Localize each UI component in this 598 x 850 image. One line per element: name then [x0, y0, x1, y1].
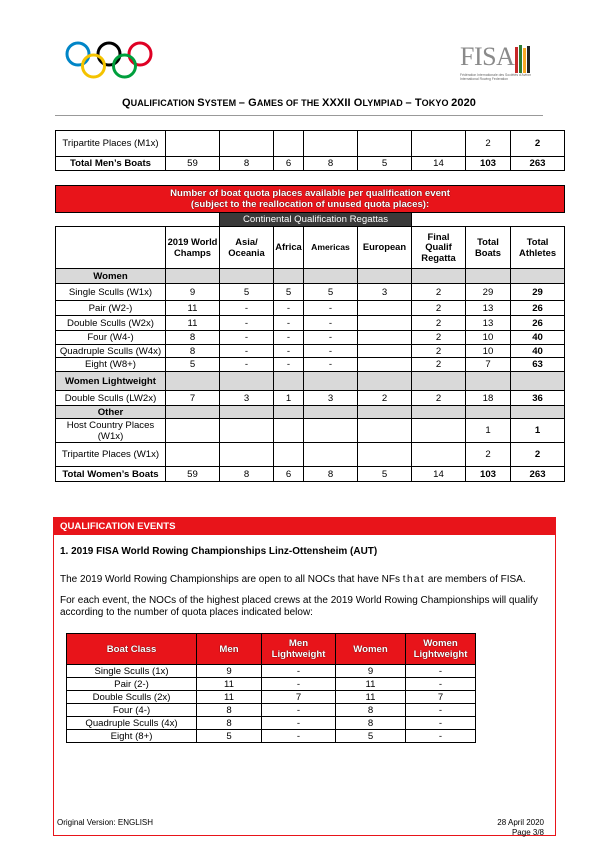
table-cell: 3	[304, 391, 358, 406]
table-cell: 6	[274, 157, 304, 171]
fisa-logo	[460, 42, 538, 88]
section-row-other	[56, 406, 565, 419]
table-cell: 7	[166, 391, 220, 406]
table-cell: Four (4-)	[67, 704, 197, 717]
table-cell: Pair (2-)	[67, 678, 197, 691]
table-cell: 9	[166, 284, 220, 301]
table-cell: 29	[511, 284, 565, 301]
table-cell: 3	[358, 284, 412, 301]
table-cell	[274, 419, 304, 443]
table-cell	[274, 131, 304, 157]
table-cell	[304, 419, 358, 443]
column-header-row	[56, 227, 565, 269]
table-row	[56, 301, 565, 316]
table-cell	[358, 131, 412, 157]
table-row-total	[56, 157, 565, 171]
table-cell	[304, 131, 358, 157]
table-cell: 11	[166, 316, 220, 331]
row-label: Double Sculls (W2x)	[56, 316, 166, 331]
men-quota-table-tail	[55, 130, 565, 171]
table-cell: 11	[336, 691, 406, 704]
row-label: Double Sculls (LW2x)	[56, 391, 166, 406]
table-cell: -	[262, 704, 336, 717]
table-cell: 2	[511, 443, 565, 467]
table-row	[56, 131, 565, 157]
table-header-row	[67, 634, 476, 665]
table-cell: 18	[466, 391, 511, 406]
table-row	[56, 443, 565, 467]
row-label: Total Women’s Boats	[56, 467, 166, 482]
table-row-total	[56, 467, 565, 482]
table-cell: 10	[466, 331, 511, 345]
table-cell: 8	[336, 704, 406, 717]
table-cell: 5	[274, 284, 304, 301]
table-cell: -	[274, 345, 304, 358]
col-header: Africa	[274, 227, 304, 269]
table-cell: 5	[220, 284, 274, 301]
row-label: Four (W4-)	[56, 331, 166, 345]
table-cell: 6	[274, 467, 304, 482]
table-cell: 8	[304, 157, 358, 171]
col-header: Final Qualif Regatta	[412, 227, 466, 269]
fisa-flag-bars-icon	[515, 45, 533, 73]
table-cell: Double Sculls (2x)	[67, 691, 197, 704]
table-cell: 14	[412, 157, 466, 171]
table-cell: 29	[466, 284, 511, 301]
table-cell	[166, 419, 220, 443]
row-label: Eight (W8+)	[56, 358, 166, 372]
table-row	[56, 316, 565, 331]
table-cell: 10	[466, 345, 511, 358]
table-cell: 11	[166, 301, 220, 316]
table-cell: 63	[511, 358, 565, 372]
table-cell: -	[304, 358, 358, 372]
continental-header: Continental Qualification Regattas	[220, 213, 412, 227]
table-cell: 263	[511, 157, 565, 171]
table-cell: 2	[412, 358, 466, 372]
table-cell: 1	[274, 391, 304, 406]
table-cell: 7	[262, 691, 336, 704]
table-cell: -	[406, 730, 476, 743]
fisa-wordmark: FISA	[460, 42, 515, 71]
table-row	[56, 284, 565, 301]
table-banner-row	[56, 186, 565, 213]
row-label: Tripartite Places (W1x)	[56, 443, 166, 467]
table-cell: 1	[511, 419, 565, 443]
table-cell: 5	[304, 284, 358, 301]
footer-meta	[450, 818, 544, 838]
table-row	[67, 678, 476, 691]
table-cell: 2	[412, 301, 466, 316]
col-header: Total Athletes	[511, 227, 565, 269]
table-cell: Eight (8+)	[67, 730, 197, 743]
col-header: Total Boats	[466, 227, 511, 269]
table-cell: 2	[412, 345, 466, 358]
table-cell: 13	[466, 316, 511, 331]
quota-banner: Number of boat quota places available per qualification event (subject to the reallocation of unused quota places):	[56, 186, 565, 213]
table-cell: -	[220, 331, 274, 345]
section-label: Other	[56, 406, 166, 419]
table-cell	[274, 443, 304, 467]
table-cell: 8	[220, 157, 274, 171]
table-cell: 7	[466, 358, 511, 372]
footer-version: Original Version: ENGLISH	[57, 818, 154, 827]
table-cell: -	[304, 331, 358, 345]
table-cell: 8	[166, 331, 220, 345]
title-divider	[55, 115, 543, 116]
table-cell: -	[274, 331, 304, 345]
table-cell	[358, 316, 412, 331]
col-header: Women	[336, 634, 406, 665]
section-row-lightweight	[56, 372, 565, 391]
table-cell: 103	[466, 157, 511, 171]
col-header: European	[358, 227, 412, 269]
table-cell: 2	[412, 284, 466, 301]
row-label: Host Country Places (W1x)	[56, 419, 166, 443]
table-cell: -	[262, 678, 336, 691]
row-label: Single Sculls (W1x)	[56, 284, 166, 301]
table-cell: 5	[166, 358, 220, 372]
table-cell	[412, 131, 466, 157]
table-cell: -	[262, 665, 336, 678]
table-cell: -	[262, 730, 336, 743]
table-cell: 8	[304, 467, 358, 482]
col-header: Boat Class	[67, 634, 197, 665]
table-cell: 26	[511, 316, 565, 331]
table-cell: 2	[358, 391, 412, 406]
table-cell: 9	[336, 665, 406, 678]
olympic-rings-logo	[64, 40, 154, 82]
table-cell: 5	[336, 730, 406, 743]
table-cell	[358, 358, 412, 372]
table-cell	[220, 443, 274, 467]
table-cell: -	[262, 717, 336, 730]
table-cell	[358, 419, 412, 443]
section-heading: QUALIFICATION EVENTS	[54, 518, 555, 535]
table-cell	[304, 443, 358, 467]
table-cell: -	[274, 316, 304, 331]
col-header: Americas	[304, 227, 358, 269]
col-header: Asia/ Oceania	[220, 227, 274, 269]
table-cell: -	[406, 678, 476, 691]
table-cell	[166, 443, 220, 467]
table-cell: 11	[197, 691, 262, 704]
table-cell: 2	[412, 316, 466, 331]
table-row	[56, 345, 565, 358]
table-cell	[166, 131, 220, 157]
row-label: Total Men’s Boats	[56, 157, 166, 171]
table-cell: -	[304, 316, 358, 331]
table-cell: 36	[511, 391, 565, 406]
document-title: QUALIFICATION SYSTEM – GAMES OF THE XXXII OLYMPIAD – TOKYO 2020	[121, 97, 477, 109]
paragraph: For each event, the NOCs of the highest placed crews at the 2019 World Rowing Championships will qualify according to the number of quota places indicated below:	[60, 595, 538, 618]
table-cell: 2	[412, 391, 466, 406]
table-row	[67, 704, 476, 717]
table-cell: 3	[220, 391, 274, 406]
table-row	[67, 730, 476, 743]
table-row	[67, 665, 476, 678]
table-cell: 2	[466, 443, 511, 467]
table-cell	[358, 345, 412, 358]
table-cell: -	[220, 358, 274, 372]
table-cell	[220, 131, 274, 157]
table-cell: Single Sculls (1x)	[67, 665, 197, 678]
table-cell: 8	[336, 717, 406, 730]
table-cell: 8	[197, 704, 262, 717]
table-cell	[412, 443, 466, 467]
table-cell: 11	[197, 678, 262, 691]
table-row	[67, 717, 476, 730]
table-cell: 59	[166, 467, 220, 482]
row-label: Tripartite Places (M1x)	[56, 131, 166, 157]
table-cell: 263	[511, 467, 565, 482]
row-label: Pair (W2-)	[56, 301, 166, 316]
table-cell: 5	[197, 730, 262, 743]
table-cell: 8	[220, 467, 274, 482]
row-label: Quadruple Sculls (W4x)	[56, 345, 166, 358]
table-cell: 11	[336, 678, 406, 691]
table-cell: 14	[412, 467, 466, 482]
table-cell: -	[406, 717, 476, 730]
table-cell: 5	[358, 157, 412, 171]
paragraph: The 2019 World Rowing Championships are open to all NOCs that have NFs that are members of FISA.	[60, 574, 526, 585]
world-champs-quota-table	[66, 633, 476, 743]
table-row	[56, 331, 565, 345]
table-cell: -	[220, 301, 274, 316]
table-cell: 2	[511, 131, 565, 157]
table-cell: -	[220, 345, 274, 358]
table-cell	[358, 443, 412, 467]
footer-date: 28 April 2020	[497, 818, 544, 827]
table-cell: 8	[197, 717, 262, 730]
table-cell: Quadruple Sculls (4x)	[67, 717, 197, 730]
col-header: Men	[197, 634, 262, 665]
table-cell: 40	[511, 345, 565, 358]
table-cell: -	[304, 301, 358, 316]
section-label: Women Lightweight	[56, 372, 166, 391]
section-label: Women	[56, 269, 166, 284]
table-cell: 26	[511, 301, 565, 316]
table-cell	[358, 301, 412, 316]
table-cell: -	[220, 316, 274, 331]
page-number: Page 3/8	[511, 828, 544, 837]
table-cell: -	[304, 345, 358, 358]
table-cell	[412, 419, 466, 443]
table-cell: -	[274, 358, 304, 372]
table-cell: 9	[197, 665, 262, 678]
table-cell: 40	[511, 331, 565, 345]
section-row-women	[56, 269, 565, 284]
table-cell: 7	[406, 691, 476, 704]
table-row	[67, 691, 476, 704]
table-cell: 2	[466, 131, 511, 157]
col-header: 2019 World Champs	[166, 227, 220, 269]
col-header: Women Lightweight	[406, 634, 476, 665]
table-cell: 59	[166, 157, 220, 171]
table-cell: -	[406, 704, 476, 717]
subsection-title: 1. 2019 FISA World Rowing Championships Linz-Ottensheim (AUT)	[60, 546, 378, 557]
table-cell: -	[406, 665, 476, 678]
table-row	[56, 358, 565, 372]
table-cell: -	[274, 301, 304, 316]
table-cell	[358, 331, 412, 345]
table-cell: 5	[358, 467, 412, 482]
table-cell: 103	[466, 467, 511, 482]
fisa-subtitle: Fédération Internationale des Sociétés d'Aviron International Rowing Federation	[460, 73, 532, 81]
table-cell: 8	[166, 345, 220, 358]
table-cell: 13	[466, 301, 511, 316]
table-cell: 1	[466, 419, 511, 443]
table-cell: 2	[412, 331, 466, 345]
table-cell	[220, 419, 274, 443]
col-header: Men Lightweight	[262, 634, 336, 665]
women-quota-table	[55, 185, 565, 482]
table-row	[56, 419, 565, 443]
continental-header-row	[56, 213, 565, 227]
table-row	[56, 391, 565, 406]
